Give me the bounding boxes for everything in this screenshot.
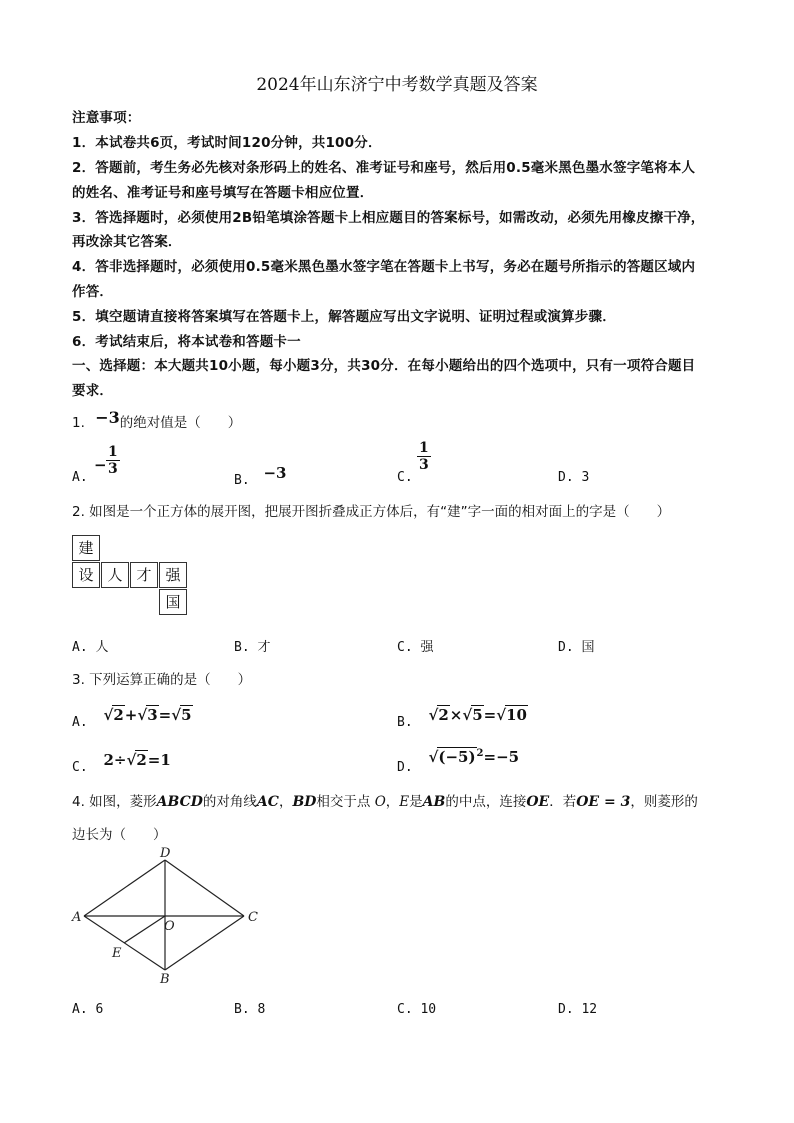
page-title: 2024年山东济宁中考数学真题及答案: [256, 75, 538, 95]
question-number: 1.: [72, 415, 85, 431]
q1-option-d[interactable]: D. 3: [558, 470, 590, 485]
note-line: 再改涂其它答案．: [72, 234, 182, 250]
math-expression: √2×√5=√10: [428, 706, 527, 724]
net-cell: 才: [130, 562, 158, 588]
side-ad: [84, 860, 165, 916]
q2-option-b[interactable]: B. 才: [234, 640, 271, 655]
fraction: $\frac{1}{3}$: [108, 444, 118, 477]
question-1: [72, 408, 242, 431]
q2-option-c[interactable]: C. 强: [397, 640, 434, 655]
net-cell: 强: [159, 562, 187, 588]
side-cb: [165, 916, 244, 970]
label-d: D: [160, 846, 171, 861]
rhombus-figure: [68, 846, 268, 988]
q4-option-d[interactable]: D. 12: [558, 1002, 598, 1017]
cube-net-figure: [72, 535, 186, 617]
net-cell: 人: [101, 562, 129, 588]
note-line: 5．填空题请直接将答案填写在答题卡上，解答题应写出文字说明、证明过程或演算步骤．: [72, 309, 616, 325]
note-line: 的姓名、准考证号和座号填写在答题卡相应位置．: [72, 185, 374, 201]
q4-option-b[interactable]: B. 8: [234, 1002, 266, 1017]
question-3: 3. 下列运算正确的是（ ）: [72, 672, 252, 688]
q1-expression: −3: [95, 408, 120, 427]
q3-option-c[interactable]: C. 2÷√2=1: [72, 751, 171, 775]
net-cell: 设: [72, 562, 100, 588]
q3-option-b[interactable]: B. √2×√5=√10: [397, 706, 527, 730]
note-line: 3．答选择题时，必须使用2B铅笔填涂答题卡上相应题目的答案标号，如需改动，必须先用橡皮擦干净，: [72, 210, 705, 226]
q1-option-c[interactable]: C. $\frac{1}{3}$: [397, 440, 429, 485]
label-e: E: [112, 946, 122, 961]
question-4: 4. 如图，菱形ABCD的对角线AC，BD相交于点 O，E是AB的中点，连接OE．若OE = 3，则菱形的: [72, 794, 698, 810]
q2-option-d[interactable]: D. 国: [558, 640, 595, 655]
side-dc: [165, 860, 244, 916]
segment-oe: [124, 916, 165, 943]
section-heading-cont: 要求．: [72, 383, 114, 399]
question-2: 2. 如图是一个正方体的展开图，把展开图折叠成正方体后，有“建”字一面的相对面上的字是（ ）: [72, 504, 671, 520]
q2-option-a[interactable]: A. 人: [72, 640, 109, 655]
label-c: C: [248, 910, 258, 925]
label-b: B: [160, 972, 170, 987]
section-heading: 一、选择题：本大题共10小题，每小题3分，共30分．在每小题给出的四个选项中，只有一项符合题目: [72, 358, 696, 374]
note-line: 2．答题前，考生务必先核对条形码上的姓名、准考证号和座号，然后用0.5毫米黑色墨水签字笔将本人: [72, 160, 696, 176]
math-expression: 2÷√2=1: [103, 751, 171, 769]
note-line: 4．答非选择题时，必须使用0.5毫米黑色墨水签字笔在答题卡上书写，务必在题号所指示的答题区域内: [72, 259, 696, 275]
q4-option-c[interactable]: C. 10: [397, 1002, 437, 1017]
math-expression: √2+√3=√5: [103, 706, 192, 724]
q4-option-a[interactable]: A. 6: [72, 1002, 104, 1017]
math-expression: $√(-5)^2=-5$: [428, 748, 520, 766]
label-a: A: [72, 910, 82, 925]
q3-option-a[interactable]: A. √2+√3=√5: [72, 706, 192, 730]
fraction: $\frac{1}{3}$: [419, 440, 429, 473]
note-line: 6．考试结束后，将本试卷和答题卡一: [72, 334, 301, 350]
note-line: 作答．: [72, 284, 114, 300]
q3-option-d[interactable]: D. $√(-5)^2=-5$: [397, 748, 520, 775]
notes-heading: 注意事项：: [72, 110, 141, 126]
question-4-cont: 边长为（ ）: [72, 827, 167, 843]
label-o: O: [164, 919, 175, 934]
q1-option-b[interactable]: B. −3: [234, 464, 287, 488]
net-cell: 建: [72, 535, 100, 561]
q1-option-a[interactable]: A. − $\frac{1}{3}$: [72, 444, 118, 485]
q1-text: 的绝对值是（ ）: [119, 415, 242, 431]
net-cell: 国: [159, 589, 187, 615]
note-line: 1．本试卷共6页，考试时间120分钟，共100分．: [72, 135, 382, 151]
